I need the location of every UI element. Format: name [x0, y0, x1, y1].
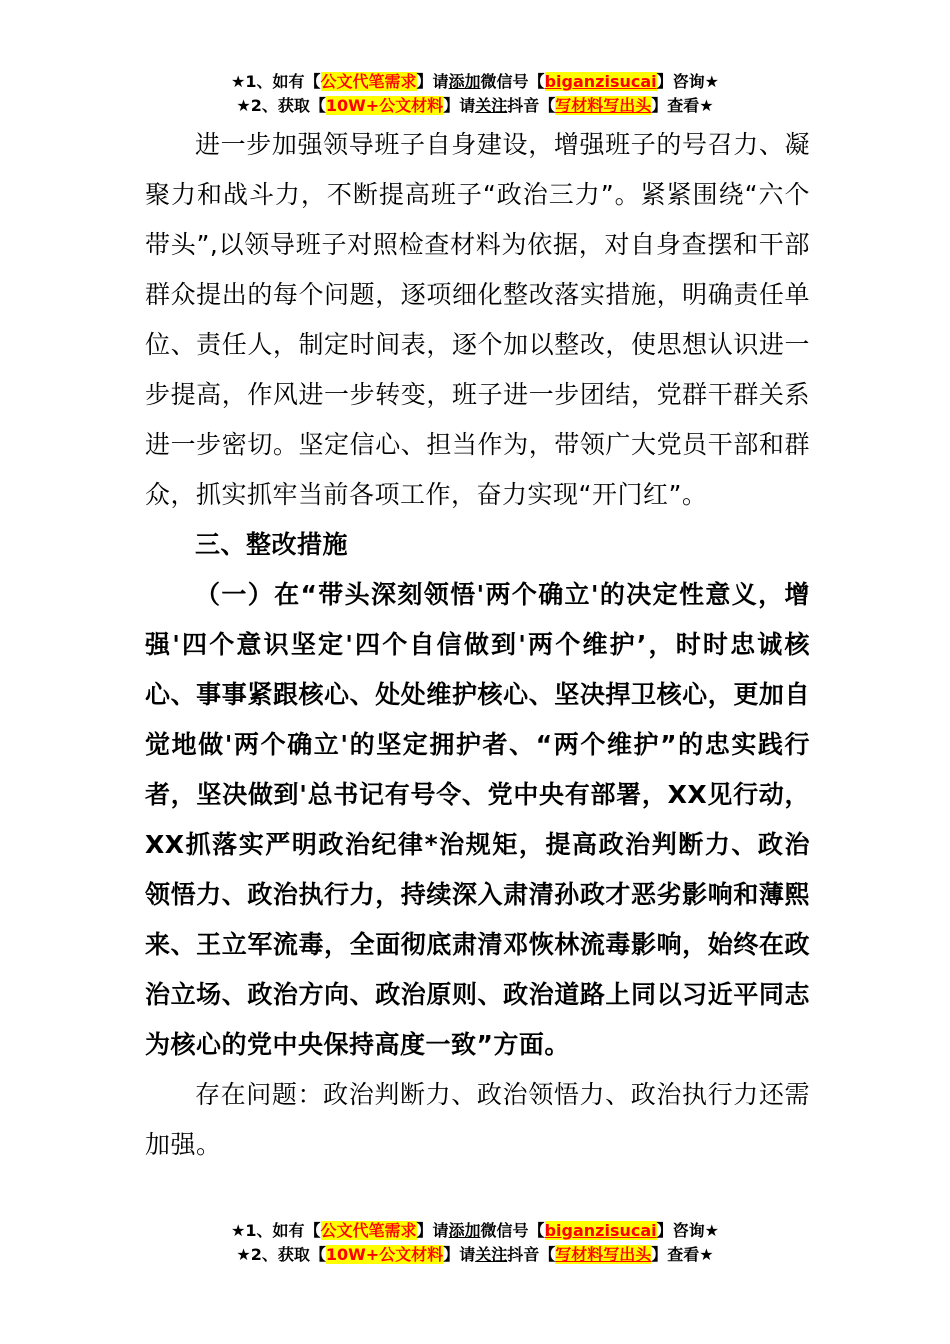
banner-line-2: ★2、获取【10W+公文材料】请关注抖音【写材料写出头】查看★	[236, 1245, 714, 1264]
highlight-materials: 10W+公文材料	[325, 1245, 444, 1264]
bottom-banner	[0, 1219, 950, 1267]
banner-line-1: ★1、如有【公文代笔需求】请添加微信号【biganzisucai】咨询★	[231, 1221, 719, 1240]
douyin-account: 写材料写出头	[555, 96, 652, 115]
problem-paragraph: 存在问题：政治判断力、政治领悟力、政治执行力还需加强。	[145, 1080, 810, 1159]
banner-line-2: ★2、获取【10W+公文材料】请关注抖音【写材料写出头】查看★	[236, 96, 714, 115]
paragraph-1: 进一步加强领导班子自身建设，增强班子的号召力、凝聚力和战斗力，不断提高班子“政治三力”。紧紧围绕“六个带头”,以领导班子对照检查材料为依据，对自身查摆和干部群众提出的每个问题，逐项细化整改落实措施，明确责任单位、责任人，制定时间表，逐个加以整改，使思想认识进一步提高，作风进一步转变，班子进一步团结，党群干群关系进一步密切。坚定信心、担当作为，带领广大党员干部和群众，抓实抓牢当前各项工作，奋力实现“开门红”。	[145, 130, 810, 509]
subsection-heading: （一）在“带头深刻领悟'两个确立'的决定性意义，增强'四个意识坚定'四个自信做到'两个维护’，时时忠诚核心、事事紧跟核心、处处维护核心、坚决捍卫核心，更加自觉地做'两个确立'的坚定拥护者、“两个维护”的忠实践行者，坚决做到'总书记有号令、党中央有部署，XX见行动，XX抓落实严明政治纪律*治规矩，提高政治判断力、政治领悟力、政治执行力，持续深入肃清孙政才恶劣影响和薄熙来、王立军流毒，全面彻底肃清邓恢林流毒影响，始终在政治立场、政治方向、政治原则、政治道路上同以习近平同志为核心的党中央保持高度一致”方面。	[145, 580, 810, 1059]
douyin-account: 写材料写出头	[555, 1245, 652, 1264]
highlight-service: 公文代笔需求	[320, 72, 417, 91]
section-heading: 三、整改措施	[195, 530, 349, 559]
wechat-id: biganzisucai	[544, 72, 657, 91]
document-body	[145, 120, 810, 1170]
highlight-materials: 10W+公文材料	[325, 96, 444, 115]
highlight-service: 公文代笔需求	[320, 1221, 417, 1240]
banner-line-1: ★1、如有【公文代笔需求】请添加微信号【biganzisucai】咨询★	[231, 72, 719, 91]
top-banner	[0, 70, 950, 118]
wechat-id: biganzisucai	[544, 1221, 657, 1240]
